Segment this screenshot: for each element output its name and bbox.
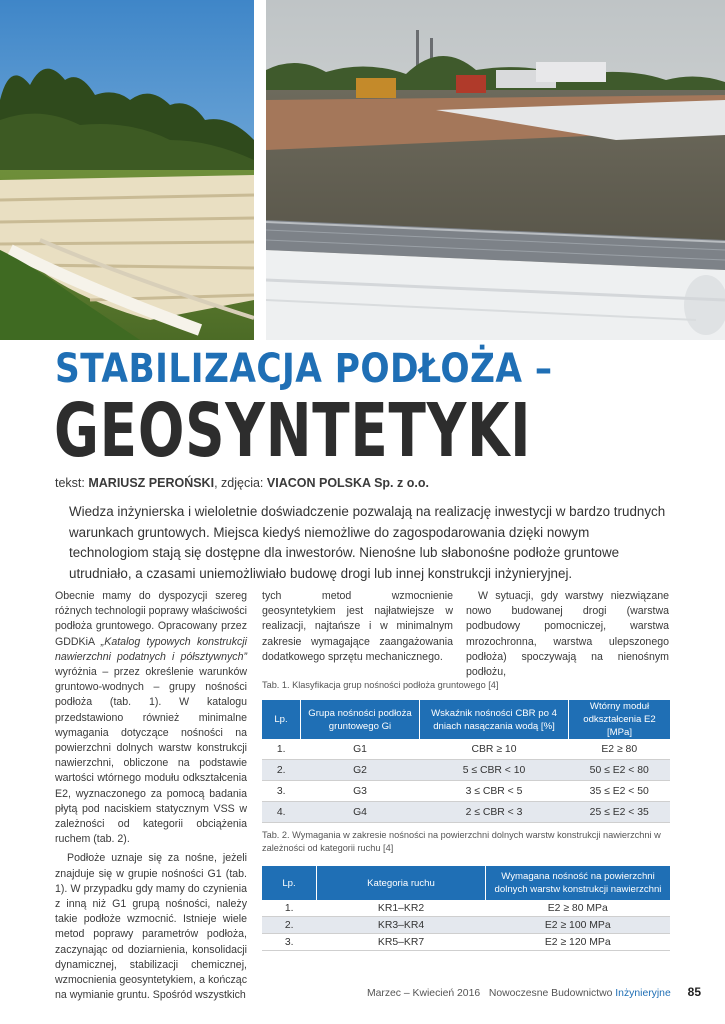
table-row xyxy=(262,760,670,781)
table-cell: E2 ≥ 80 xyxy=(569,739,671,760)
table2-header-category: Kategoria ruchu xyxy=(317,866,486,900)
lead-paragraph xyxy=(69,502,669,584)
table-cell: 35 ≤ E2 < 50 xyxy=(569,781,671,802)
page-footer xyxy=(367,985,701,999)
photo-construction-site xyxy=(266,0,725,340)
table-cell: G1 xyxy=(301,739,420,760)
table-cell: 2 ≤ CBR < 3 xyxy=(420,802,569,823)
photo-geotextile-field xyxy=(0,0,254,340)
table-row xyxy=(262,900,670,917)
body-column-1 xyxy=(55,589,247,1007)
col1-p1-end: wyróżnia – przez określenie warunków gruntowo-wodnych – grupy nośności podłoża (tab. 1). W katalogu przedstawiono również minimalne wymagania dotyczące nośności na powierzchni dolnych warstw konstrukcji nawierzchni, obliczone na podstawie wartości wtórnego modułu odkształcenia E2, wyznaczonego za pomocą badania płytą pod naciskiem statycznym VSS w zależności od kategorii obciążenia ruchem (tab. 2). xyxy=(55,666,247,846)
col2-paragraph: tych metod wzmocnienie geosyntetykiem jest najłatwiejsze w realizacji, najtańsze i w minimalnym zakresie wymagające zaangażowania dodatkowego sprzętu mechanicznego. xyxy=(262,590,453,663)
table-cell: 25 ≤ E2 < 35 xyxy=(569,802,671,823)
table-cell: G3 xyxy=(301,781,420,802)
table-cell: E2 ≥ 80 MPa xyxy=(486,900,671,917)
table-cell: CBR ≥ 10 xyxy=(420,739,569,760)
table-cell: E2 ≥ 120 MPa xyxy=(486,934,671,951)
table-cell: KR3–KR4 xyxy=(317,917,486,934)
byline xyxy=(55,476,429,490)
table2-header-lp: Lp. xyxy=(262,866,317,900)
table1-caption: Tab. 1. Klasyfikacja grup nośności podłoża gruntowego [4] xyxy=(262,680,499,690)
footer-issue: Marzec – Kwiecień 2016 xyxy=(366,988,481,999)
table2-header-row xyxy=(262,866,670,900)
table-cell: 5 ≤ CBR < 10 xyxy=(420,760,569,781)
footer-magazine-name: Nowoczesne Budownictwo xyxy=(488,988,616,999)
table-cell: 1. xyxy=(262,739,301,760)
col3-paragraph: W sytuacji, gdy warstwy niezwiązane nowo budowanej drogi (warstwa podbudowy pomocniczej, warstwa mrozochronna, warstwa ulepszonego podłoża) spoczywają na nienośnym podłożu, xyxy=(466,590,669,679)
table1-header-row xyxy=(262,700,670,739)
table-cell: 2. xyxy=(262,917,317,934)
table-row xyxy=(262,934,670,951)
col1-p1-start: Obecnie mamy do dyspozycji szereg różnych technologii poprawy właściwości podłoża gruntowego. Opracowany przez GDDKiA xyxy=(55,590,247,648)
table2-caption: Tab. 2. Wymagania w zakresie nośności na powierzchni dolnych warstw konstrukcji nawierzchni w zależności od kategorii ruchu [4] xyxy=(262,830,661,853)
table1-header-lp: Lp. xyxy=(262,700,301,739)
byline-author: MARIUSZ PEROŃSKI xyxy=(88,476,215,490)
table-cell: E2 ≥ 100 MPa xyxy=(486,917,671,934)
table-row xyxy=(262,802,670,823)
footer-magazine-accent: Inżynieryjne xyxy=(615,988,671,999)
table-cell: G2 xyxy=(301,760,420,781)
table1-header-e2: Wtórny moduł odkształcenia E2 [MPa] xyxy=(569,700,671,739)
table-cell: 2. xyxy=(262,760,301,781)
table-cell: KR5–KR7 xyxy=(317,934,486,951)
table-cell: G4 xyxy=(301,802,420,823)
table1-header-cbr: Wskaźnik nośności CBR po 4 dniach nasączania wodą [%] xyxy=(420,700,569,739)
table-bearing-groups xyxy=(262,700,670,823)
table1-header-group: Grupa nośności podłoża gruntowego Gi xyxy=(301,700,420,739)
body-column-2 xyxy=(262,589,453,669)
table-cell: 3 ≤ CBR < 5 xyxy=(420,781,569,802)
table-row xyxy=(262,917,670,934)
lead-text: Wiedza inżynierska i wieloletnie doświadczenie pozwalają na realizację inwestycji w bardzo trudnych warunkach gruntowych. Miejsca kiedyś niemożliwe do zagospodarowania dzięki nowym technologiom stają się dostępne dla inwestorów. Nienośne lub słabonośne podłoże gruntowe utrudniało, a czasami uniemożliwiało budowę drogi lub innej konstrukcji inżynieryjnej. xyxy=(69,504,666,581)
col1-paragraph-2: Podłoże uznaje się za nośne, jeżeli znajduje się w grupie nośności G1 (tab. 1). W przypadku gdy mamy do czynienia z inną niż G1 grupą nośności, należy takie podłoże wzmocnić. Istnieje wiele metod poprawy parametrów podłoża, zaczynając od doziarnienia, konsolidacji dynamicznej, stabilizacji chemicznej, wzmocnienia geosyntetykiem, a kończąc na wymianie gruntu. Spośród wszystkich xyxy=(55,852,247,1002)
table-row xyxy=(262,781,670,802)
table-cell: KR1–KR2 xyxy=(317,900,486,917)
table-cell: 4. xyxy=(262,802,301,823)
body-column-3 xyxy=(466,589,669,684)
col1-p1-italic: „Katalog typowych konstrukcji nawierzchni podatnych i półsztywnych” xyxy=(55,635,248,663)
byline-photos-credit: VIACON POLSKA Sp. z o.o. xyxy=(266,476,429,490)
table-traffic-requirements xyxy=(262,866,670,951)
table-cell: 3. xyxy=(262,934,317,951)
table-row xyxy=(262,739,670,760)
byline-photos-label: , zdjęcia: xyxy=(214,476,264,490)
article-title-line2: GEOSYNTETYKI xyxy=(54,388,532,474)
table-cell: 1. xyxy=(262,900,317,917)
page-number: 85 xyxy=(687,985,701,999)
table-cell: 3. xyxy=(262,781,301,802)
byline-text-label: tekst: xyxy=(55,476,85,490)
table-cell: 50 ≤ E2 < 80 xyxy=(569,760,671,781)
col1-paragraph-1 xyxy=(55,589,247,847)
table2-header-requirement: Wymagana nośność na powierzchni dolnych warstw konstrukcji nawierzchni xyxy=(486,866,671,900)
article-title-line1: STABILIZACJA PODŁOŻA – xyxy=(55,346,553,392)
